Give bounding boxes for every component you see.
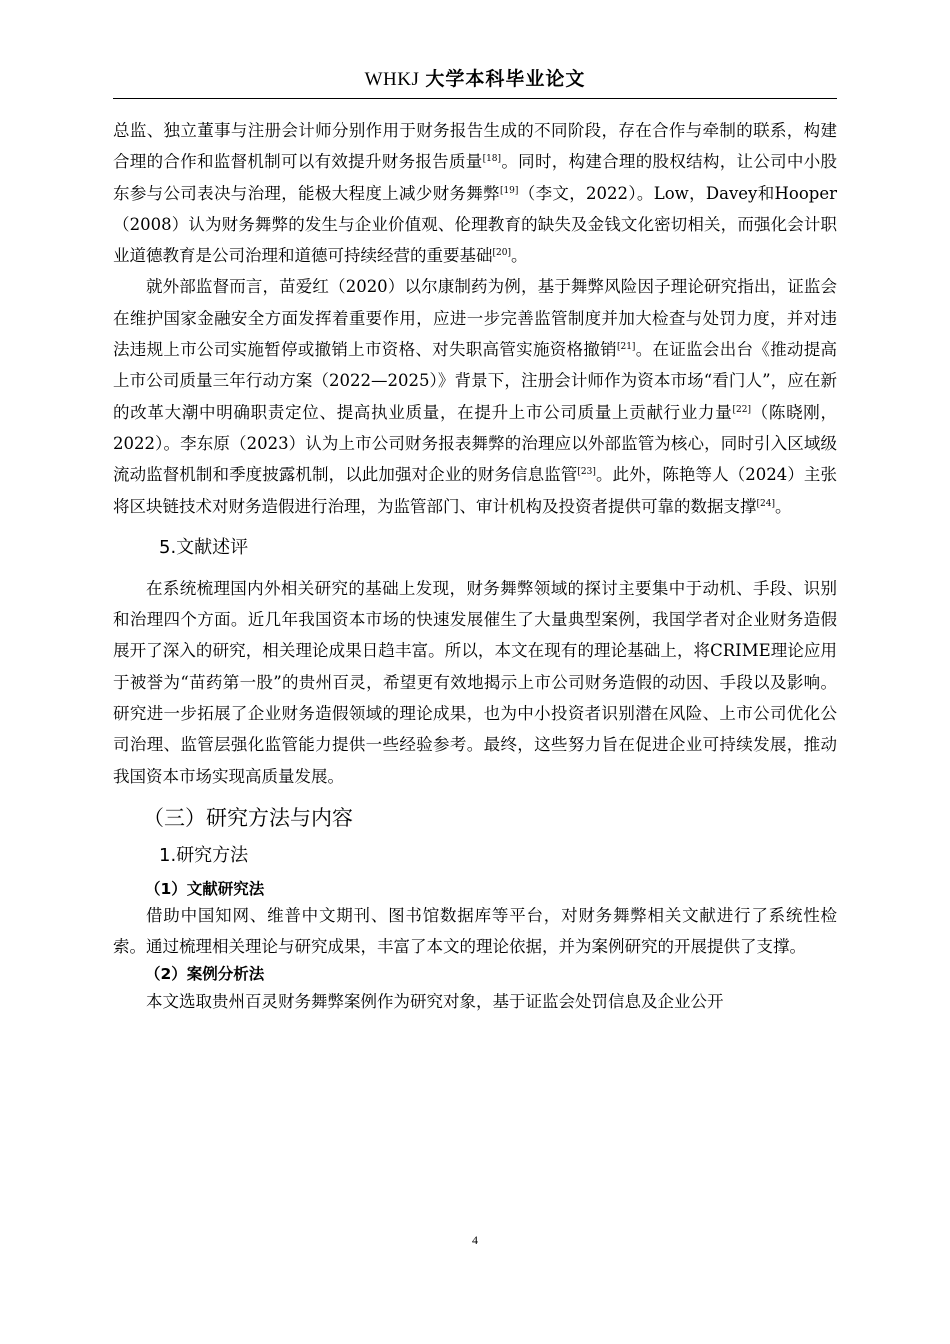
heading-section-3: （三）研究方法与内容 xyxy=(143,805,353,830)
paragraph-internal-governance xyxy=(113,115,837,271)
citation-ref: [21] xyxy=(616,342,636,353)
paragraph-text: 。 xyxy=(510,246,528,266)
citation-ref: [20] xyxy=(492,248,511,259)
header-left: WHKJ xyxy=(364,69,420,90)
page-header xyxy=(113,66,837,93)
citation-ref: [23] xyxy=(577,467,596,478)
paragraph-text: （陈晓刚，2022）。李东原（2023）认为上市公司财务报表舞弊的治理应以外部监管为核心，同时引入区域级流动监督机制和季度披露机制，以此加强对企业的财务信息监管 xyxy=(113,402,838,485)
paragraph-text: 就外部监督而言，苗爱红（2020）以尔康制药为例，基于舞弊风险因子理论研究指出，证监会在维护国家金融安全方面发挥着重要作用，应进一步完善监管制度并加大检查与处罚力度，并对违法违规上市公司实施暂停或撤销上市资格、对失职高管实施资格撤销 xyxy=(113,277,837,360)
heading-literature-review: 5.文献述评 xyxy=(159,536,249,558)
page-body xyxy=(113,115,837,1017)
paragraph-text: 。同时，构建合理的股权结构，让公司中小股东参与公司表决与治理，能极大程度上减少财务舞弊 xyxy=(113,152,838,203)
paragraph-text: 。 xyxy=(774,496,792,516)
paragraph-literature-method: 借助中国知网、维普中文期刊、图书馆数据库等平台，对财务舞弊相关文献进行了系统性检索。通过梳理相关理论与研究成果，丰富了本文的理论依据，并为案例研究的开展提供了支撑。 xyxy=(113,905,837,957)
paragraph-case-method: 本文选取贵州百灵财务舞弊案例作为研究对象，基于证监会处罚信息及企业公开 xyxy=(146,991,724,1011)
paragraph-external-supervision xyxy=(113,271,837,521)
paragraph-text: 。在证监会出台《推动提高上市公司质量三年行动方案（2022—2025）》背景下，注册会计师作为资本市场“看门人”，应在新的改革大潮中明确职责定位、提高执业质量，在提升上市公司质量上贡献行业力量 xyxy=(113,340,838,422)
heading-case-method: （2）案例分析法 xyxy=(145,964,265,983)
page-number: 4 xyxy=(472,1233,478,1247)
heading-research-methods: 1.研究方法 xyxy=(159,844,249,866)
citation-ref: [22] xyxy=(732,404,751,415)
citation-ref: [24] xyxy=(756,498,775,509)
heading-literature-method: （1）文献研究法 xyxy=(145,879,265,898)
paragraph-text: （李文，2022）。Low，Davey和Hooper（2008）认为财务舞弊的发生与企业价值观、伦理教育的缺失及金钱文化密切相关，而强化会计职业道德教育是公司治理和道德可持续经营的重要基础 xyxy=(113,183,838,266)
header-rule xyxy=(113,98,837,99)
header-title: 大学本科毕业论文 xyxy=(425,68,586,90)
paragraph-text: 。此外，陈艳等人（2024）主张将区块链技术对财务造假进行治理，为监管部门、审计机构及投资者提供可靠的数据支撑 xyxy=(113,465,837,516)
citation-ref: [18] xyxy=(482,154,502,165)
paragraph-literature-review: 在系统梳理国内外相关研究的基础上发现，财务舞弊领域的探讨主要集中于动机、手段、识别和治理四个方面。近几年我国资本市场的快速发展催生了大量典型案例，我国学者对企业财务造假展开了深入的研究，相关理论成果日趋丰富。所以，本文在现有的理论基础上，将CRIME理论应用于被誉为“苗药第一股”的贵州百灵，希望更有效地揭示上市公司财务造假的动因、手段以及影响。研究进一步拓展了企业财务造假领域的理论成果，也为中小投资者识别潜在风险、上市公司优化公司治理、监管层强化监管能力提供一些经验参考。最终，这些努力旨在促进企业可持续发展，推动我国资本市场实现高质量发展。 xyxy=(113,578,837,786)
paragraph-text: 总监、独立董事与注册会计师分别作用于财务报告生成的不同阶段，存在合作与牵制的联系，构建合理的合作和监督机制可以有效提升财务报告质量 xyxy=(113,121,837,172)
citation-ref: [19] xyxy=(499,185,519,196)
